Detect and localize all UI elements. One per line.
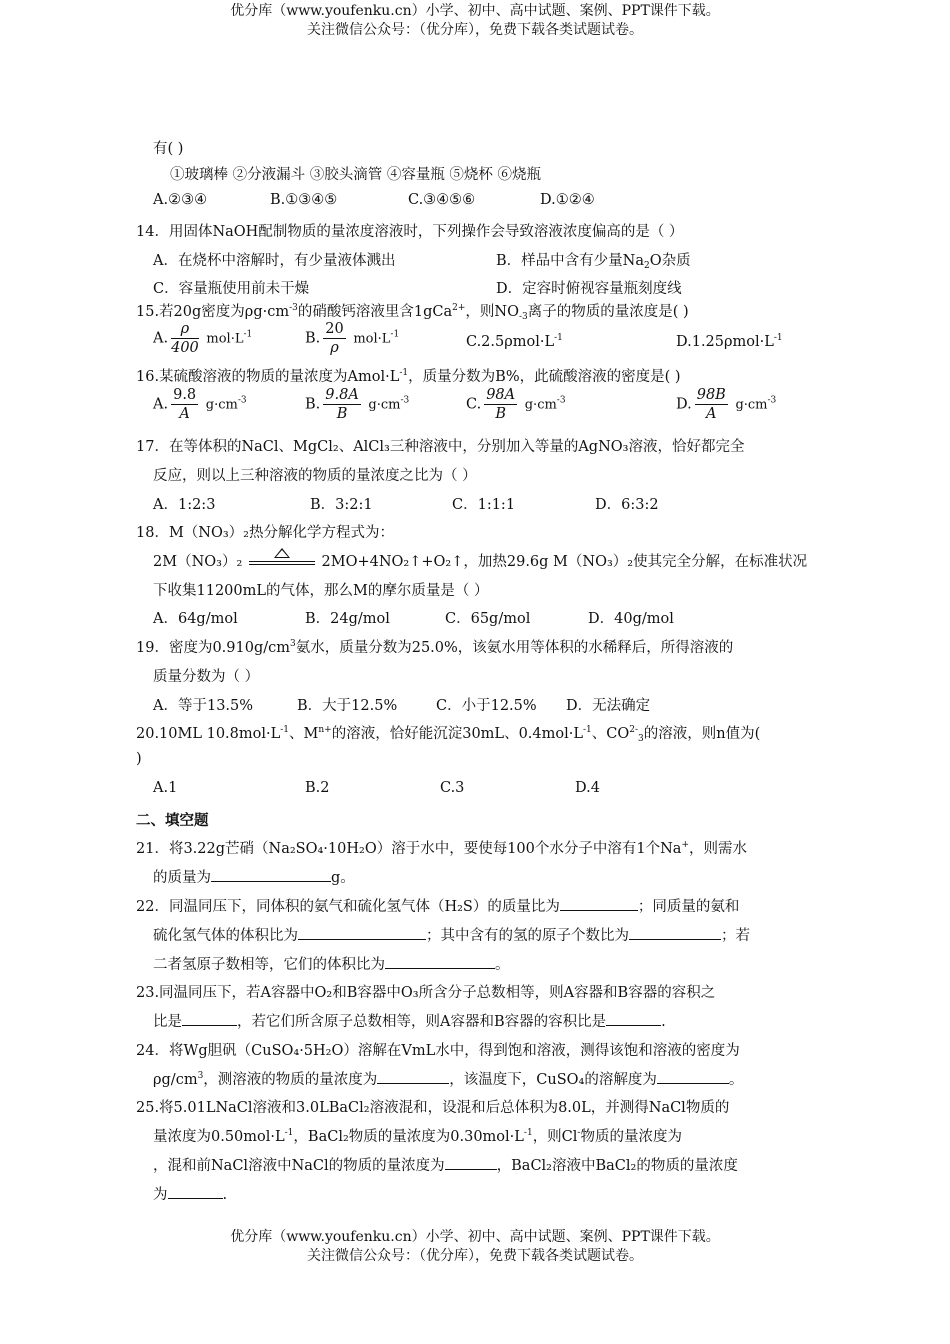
q17-line2: 反应，则以上三种溶液的物质的量浓度之比为（ ） — [153, 468, 477, 484]
q22-blank-1[interactable] — [560, 895, 638, 911]
q25-blank-2[interactable] — [168, 1183, 223, 1199]
q13-tail: 有( ) — [153, 141, 184, 157]
q14-option-d: D．定容时俯视容量瓶刻度线 — [496, 281, 682, 297]
q15-option-b: B. $\frac{20}{\rho}$ $mol\cdot L^{-1}$ — [305, 321, 400, 356]
q18-option-c: C．65g/mol — [445, 611, 531, 627]
q17-option-a: A．1:2:3 — [153, 497, 216, 513]
q16-option-a-fraction: $\frac{9.8}{A}$ — [173, 387, 197, 422]
q15-option-d: $D.1.25\rho mol\cdot L^{-1}$ — [676, 333, 783, 350]
page-header-line2: 关注微信公众号：（优分库），免费下载各类试题试卷。 — [307, 22, 643, 38]
q18-line3: 下收集11200mL的气体，那么M的摩尔质量是（ ） — [153, 583, 489, 599]
q25-line4: 为 . — [153, 1183, 227, 1204]
q16-option-d: D. $\frac{98B}{A}$ $g\cdot cm^{-3}$ — [676, 387, 777, 422]
q21-line1: 21．将3.22g芒硝（Na₂SO₄·10H₂O）溶于水中，要使每100个水分子中溶有1个Na+，则需水 — [136, 840, 747, 857]
q14-option-c: C．容量瓶使用前未干燥 — [153, 281, 310, 297]
q16-option-b-fraction: $\frac{9.8A}{B}$ — [325, 387, 359, 422]
section-heading-fill-in: 二、填空题 — [136, 812, 209, 829]
q17-option-d: D．6:3:2 — [595, 497, 659, 513]
q15-option-c: $C.2.5\rho mol\cdot L^{-1}$ — [466, 333, 563, 350]
q24-blank-1[interactable] — [377, 1068, 449, 1084]
q20-option-a: A.1 — [153, 780, 178, 796]
q13-option-b: B.①③④⑤ — [270, 192, 338, 208]
q20-line1: 20.10ML $10.8mol\cdot L^{-1}$、$M^{n+}$的溶液，恰好能沉淀30mL、$0.4mol\cdot L^{-1}$、$CO^{2-}_3$的溶液，则n值为( — [136, 725, 761, 744]
q19-option-c: C．小于12.5% — [436, 698, 537, 714]
page-footer-line2: 关注微信公众号：（优分库），免费下载各类试题试卷。 — [307, 1248, 643, 1264]
q21-answer-blank[interactable] — [211, 866, 331, 882]
q19-line1: 19．密度为$0.910g/cm^3$氨水，质量分数为25.0%，该氨水用等体积的水稀释后，所得溶液的 — [136, 639, 734, 656]
q20-option-b: B.2 — [305, 780, 330, 796]
page-footer-line1: 优分库（www.youfenku.cn）小学、初中、高中试题、案例、PPT课件下载。 — [230, 1229, 720, 1245]
q21-line2: 的质量为 g。 — [153, 866, 355, 887]
q18-option-a: A．64g/mol — [153, 611, 238, 627]
q18-equation: 2M（NO₃）₂ 2MO+4NO₂↑+O₂↑，加热29.6g M（NO₃）₂使其完全分解，在标准状况 — [153, 550, 807, 571]
q16-option-a: A. $\frac{9.8}{A}$ $g\cdot cm^{-3}$ — [153, 387, 247, 422]
q22-line1: 22．同温同压下，同体积的氨气和硫化氢气体（H₂S）的质量比为 ；同质量的氨和 — [136, 895, 739, 916]
q13-option-c: C.③④⑤⑥ — [408, 192, 476, 208]
q15-option-a: A. $\frac{\rho}{400}$ $mol\cdot L^{-1}$ — [153, 321, 253, 356]
q17-option-c: C．1:1:1 — [452, 497, 516, 513]
q15-option-b-fraction: $\frac{20}{\rho}$ — [325, 321, 344, 356]
q16-option-d-fraction: $\frac{98B}{A}$ — [696, 387, 726, 422]
q15-option-a-fraction: $\frac{\rho}{400}$ — [171, 321, 199, 356]
q16-option-b: B. $\frac{9.8A}{B}$ $g\cdot cm^{-3}$ — [305, 387, 410, 422]
q14-option-a: A．在烧杯中溶解时，有少量液体溅出 — [153, 253, 396, 269]
q13-option-a: A.②③④ — [153, 192, 208, 208]
q18-option-b: B．24g/mol — [305, 611, 390, 627]
q25-blank-1[interactable] — [445, 1154, 497, 1170]
q22-blank-2[interactable] — [298, 924, 426, 940]
q25-line3: ，混和前NaCl溶液中NaCl的物质的量浓度为 ，BaCl₂溶液中BaCl₂的物质的量浓度 — [153, 1154, 738, 1175]
q24-blank-2[interactable] — [657, 1068, 729, 1084]
q19-option-b: B．大于12.5% — [297, 698, 398, 714]
q19-line2: 质量分数为（ ） — [153, 669, 260, 685]
q18-option-d: D．40g/mol — [588, 611, 674, 627]
q23-line2: 比是 ，若它们所含原子总数相等，则A容器和B容器的容积比是 . — [153, 1010, 666, 1031]
q18-line1: 18．M（NO₃）₂热分解化学方程式为： — [136, 525, 394, 541]
q22-blank-3[interactable] — [629, 924, 721, 940]
q23-line1: 23.同温同压下，若A容器中O₂和B容器中O₃所含分子总数相等，则A容器和B容器的容积之 — [136, 985, 716, 1001]
q16-option-c-fraction: $\frac{98A}{B}$ — [486, 387, 516, 422]
q17-option-b: B．3:2:1 — [310, 497, 373, 513]
q19-option-d: D．无法确定 — [566, 698, 651, 714]
q20-option-d: D.4 — [575, 780, 600, 796]
q14-option-b: B．样品中含有少量$Na_2O$杂质 — [496, 253, 691, 271]
q13-items: ①玻璃棒 ②分液漏斗 ③胶头滴管 ④容量瓶 ⑤烧杯 ⑥烧瓶 — [170, 167, 542, 183]
q14-stem: 14．用固体NaOH配制物质的量浓度溶液时，下列操作会导致溶液浓度偏高的是（ ） — [136, 224, 684, 240]
q15-stem: 15.若20g密度为$\rho g\cdot cm^{-3}$的硝酸钙溶液里含1gCa$^{2+}$，则$NO_{-3}$离子的物质的量浓度是( ) — [136, 303, 689, 322]
q13-option-d: D.①②④ — [540, 192, 595, 208]
q19-option-a: A．等于13.5% — [153, 698, 254, 714]
q22-blank-4[interactable] — [385, 953, 495, 969]
q16-stem: 16.某硫酸溶液的物质的量浓度为$Amol\cdot L^{-1}$，质量分数为B%，此硫酸溶液的密度是( ) — [136, 368, 681, 385]
q24-line1: 24．将Wg胆矾（CuSO₄·5H₂O）溶解在VmL水中，得到饱和溶液，测得该饱和溶液的密度为 — [136, 1043, 740, 1059]
q22-line2: 硫化氢气体的体积比为 ；其中含有的氢的原子个数比为 ；若 — [153, 924, 750, 945]
q20-line2: ) — [136, 751, 142, 767]
q22-line3: 二者氢原子数相等，它们的体积比为 。 — [153, 953, 510, 974]
q23-blank-2[interactable] — [606, 1010, 661, 1026]
q17-line1: 17．在等体积的NaCl、MgCl₂、AlCl₃三种溶液中，分别加入等量的AgNO₃溶液，恰好都完全 — [136, 439, 745, 455]
q25-line1: 25.将5.01LNaCl溶液和3.0LBaCl₂溶液混和，设混和后总体积为8.0L，并测得NaCl物质的 — [136, 1100, 730, 1116]
q23-blank-1[interactable] — [182, 1010, 237, 1026]
q20-option-c: C.3 — [440, 780, 465, 796]
heat-equals-sign — [247, 554, 317, 570]
q24-line2: $\rho g/cm^3$，测溶液的物质的量浓度为 ，该温度下，CuSO₄的溶解度为 。 — [153, 1068, 743, 1089]
page-header-line1: 优分库（www.youfenku.cn）小学、初中、高中试题、案例、PPT课件下载。 — [230, 3, 720, 19]
q25-line2: 量浓度为$0.50mol\cdot L^{-1}$，BaCl₂物质的量浓度为$0.30mol\cdot L^{-1}$，则Cl-物质的量浓度为 — [153, 1128, 682, 1145]
q16-option-c: C. $\frac{98A}{B}$ $g\cdot cm^{-3}$ — [466, 387, 566, 422]
